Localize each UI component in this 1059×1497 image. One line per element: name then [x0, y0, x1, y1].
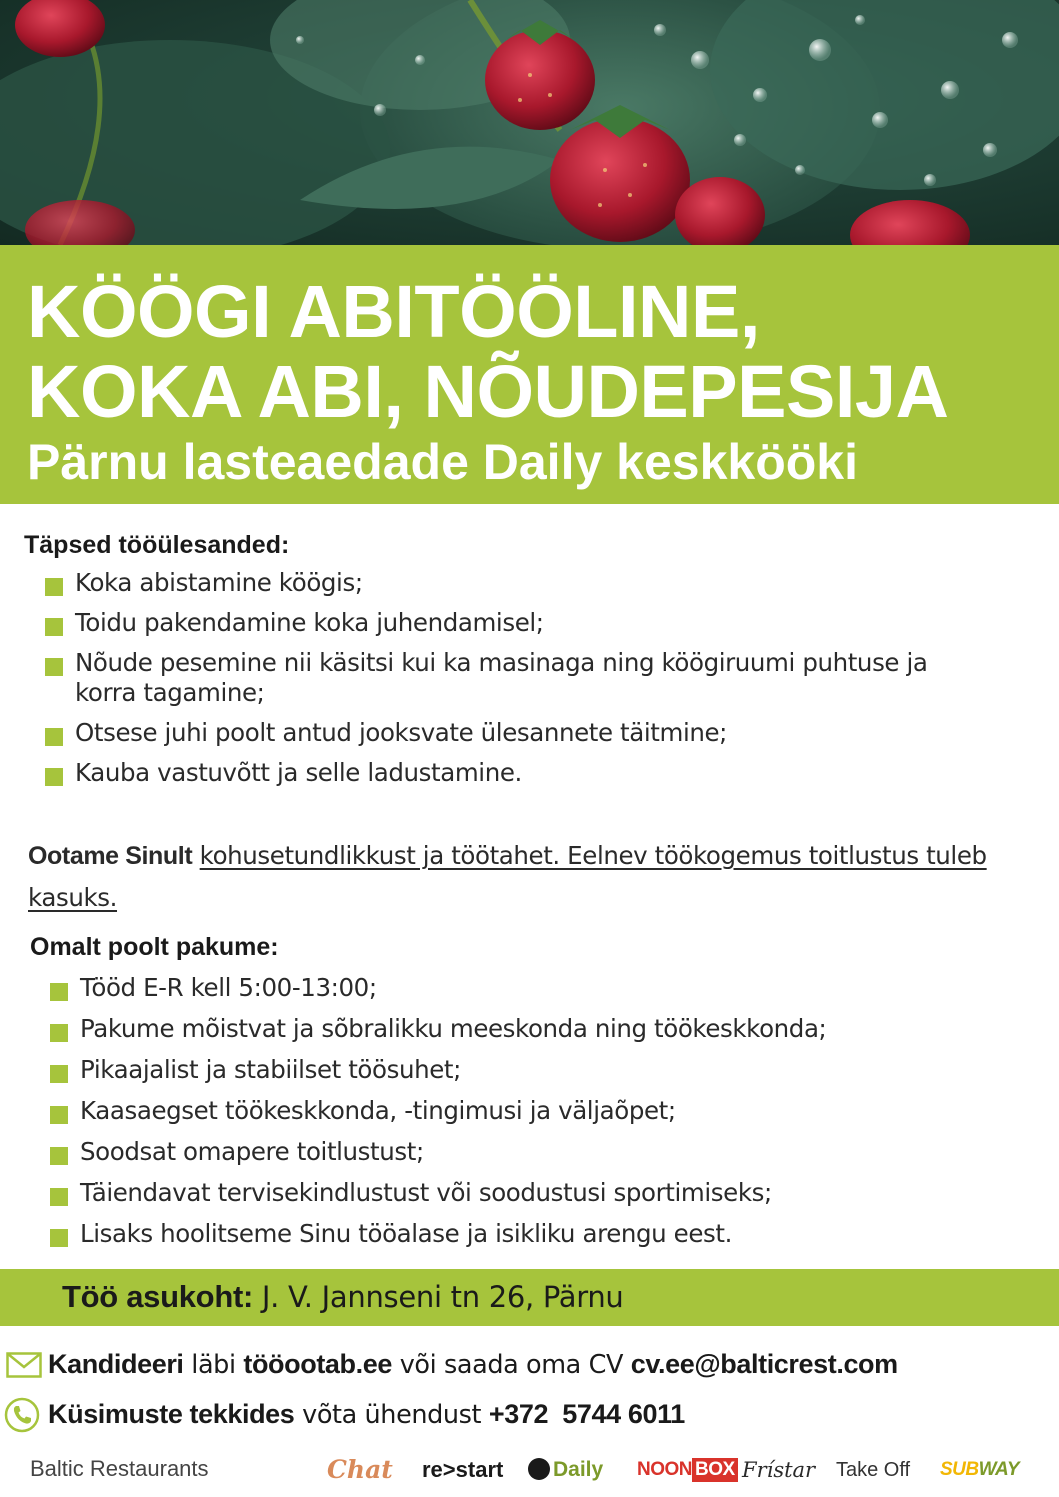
- list-item: Kaasaegset töökeskkonda, -tingimusi ja väljaõpet;: [80, 1096, 826, 1126]
- phone-icon: [4, 1397, 40, 1433]
- questions-line: [48, 1397, 685, 1432]
- mail-icon: [6, 1352, 42, 1378]
- apply-email-link[interactable]: cv.ee@balticrest.com: [630, 1349, 898, 1379]
- bullet-square-icon: [45, 768, 63, 786]
- tasks-list: [75, 568, 975, 798]
- bullet-square-icon: [50, 1106, 68, 1124]
- list-item: Kauba vastuvõtt ja selle ladustamine.: [75, 758, 975, 788]
- job-title-line-2: KOKA ABI, NÕUDEPESIJA: [27, 350, 949, 433]
- bullet-square-icon: [50, 1229, 68, 1247]
- expectations-text: kohusetundlikkust ja töötahet. Eelnev töökogemus toitlustus tuleb kasuks.: [28, 841, 987, 912]
- apply-label: Kandideeri: [48, 1349, 184, 1379]
- list-item: Otsese juhi poolt antud jooksvate ülesannete täitmine;: [75, 718, 975, 748]
- apply-or-text: või saada oma CV: [399, 1350, 624, 1380]
- strawberry-plant-photo-icon: [0, 0, 1059, 245]
- bullet-square-icon: [45, 578, 63, 596]
- bullet-square-icon: [45, 728, 63, 746]
- job-title-line-1: KÖÖGI ABITÖÖLINE,: [27, 270, 760, 353]
- tasks-heading: Täpsed tööülesanded:: [24, 531, 290, 559]
- location-address: J. V. Jannseni tn 26, Pärnu: [261, 1280, 624, 1314]
- bullet-square-icon: [45, 618, 63, 636]
- list-item: Toidu pakendamine koka juhendamisel;: [75, 608, 975, 638]
- offer-heading: Omalt poolt pakume:: [30, 933, 279, 961]
- bullet-square-icon: [50, 1147, 68, 1165]
- restart-logo-icon: re>start: [422, 1457, 504, 1482]
- questions-label: Küsimuste tekkides: [48, 1399, 295, 1429]
- list-item: Pikaajalist ja stabiilset töösuhet;: [80, 1055, 826, 1085]
- bullet-square-icon: [50, 983, 68, 1001]
- expectations-paragraph: [28, 835, 1018, 919]
- chat-logo-icon: Chat: [327, 1455, 393, 1484]
- list-item: Lisaks hoolitseme Sinu tööalase ja isikliku arengu eest.: [80, 1219, 826, 1249]
- bullet-square-icon: [45, 658, 63, 676]
- apply-via-text: läbi: [191, 1350, 236, 1380]
- list-item: Nõude pesemine nii käsitsi kui ka masinaga ning köögiruumi puhtuse ja korra tagamine;: [75, 648, 975, 708]
- location-label: Töö asukoht:: [62, 1279, 253, 1314]
- noonbox-logo-icon: NOON BOX: [637, 1454, 738, 1486]
- offer-list: [80, 973, 826, 1260]
- apply-line: [48, 1347, 898, 1382]
- job-subtitle: Pärnu lasteaedade Daily keskkööki: [27, 434, 858, 490]
- questions-text: võta ühendust: [302, 1400, 482, 1430]
- fristar-logo-icon: Frístar: [742, 1458, 816, 1482]
- bullet-square-icon: [50, 1188, 68, 1206]
- daily-logo-icon: Daily: [528, 1454, 603, 1486]
- bullet-square-icon: [50, 1065, 68, 1083]
- expectations-lead: Ootame Sinult: [28, 842, 193, 870]
- subway-logo-icon: SUBWAY: [940, 1459, 1019, 1480]
- hero-image: [0, 0, 1059, 245]
- bullet-square-icon: [50, 1024, 68, 1042]
- list-item: Soodsat omapere toitlustust;: [80, 1137, 826, 1167]
- takeoff-logo-icon: Take Off: [836, 1459, 911, 1481]
- phone-number-link[interactable]: +372 5744 6011: [488, 1399, 685, 1429]
- location-line: [62, 1279, 623, 1315]
- list-item: Tööd E-R kell 5:00-13:00;: [80, 973, 826, 1003]
- company-name: Baltic Restaurants: [30, 1456, 209, 1481]
- list-item: Pakume mõistvat ja sõbralikku meeskonda ning töökeskkonda;: [80, 1014, 826, 1044]
- apply-site-link[interactable]: tööootab.ee: [243, 1349, 392, 1379]
- list-item: Täiendavat tervisekindlustust või soodustusi sportimiseks;: [80, 1178, 826, 1208]
- list-item: Koka abistamine köögis;: [75, 568, 975, 598]
